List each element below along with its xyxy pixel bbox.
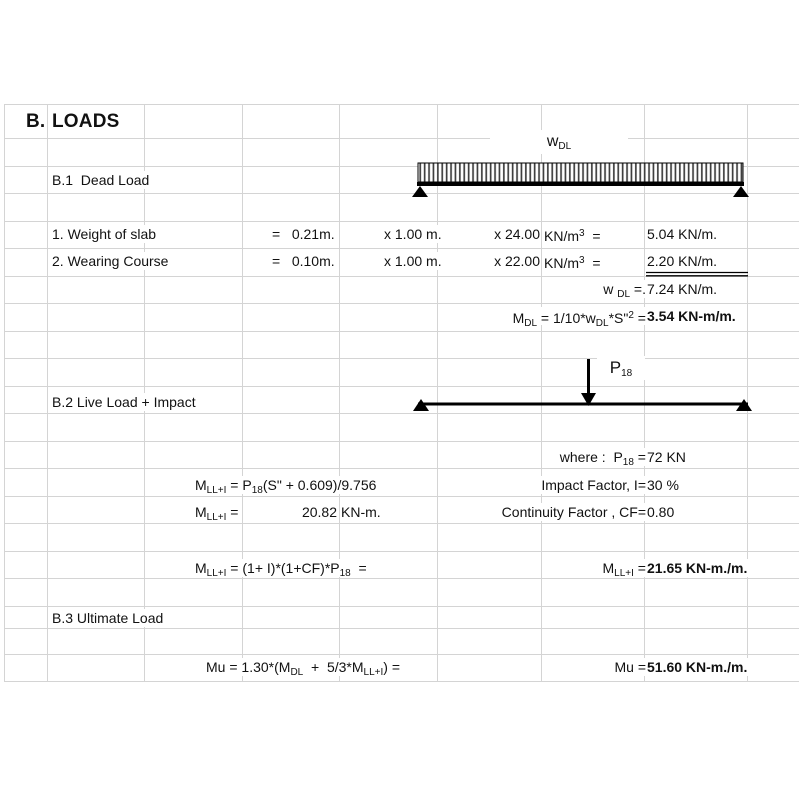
cell-wearing-unitweight[interactable]: x 22.00: [494, 253, 540, 269]
section-letter[interactable]: B.: [26, 111, 46, 132]
cell-mu-value[interactable]: 51.60 KN-m./m.: [647, 659, 748, 675]
cell-weight-slab-label[interactable]: 1. Weight of slab: [52, 226, 157, 242]
cell-wearing-thickness[interactable]: = 0.10m.: [272, 253, 335, 269]
cell-weight-slab-unit[interactable]: $KN/m^3$ =: [543, 225, 602, 243]
wdl-beam-label: $w_{DL}$: [490, 130, 628, 154]
cell-mll-combined-lhs[interactable]: $M_{LL+I}$ =: [602, 560, 646, 579]
p18-load-label: $P_{18}$: [597, 356, 645, 380]
cell-wdl-lhs[interactable]: w $_{DL}$ =.: [603, 281, 646, 300]
cell-continuity-label[interactable]: Continuity Factor , CF=: [501, 504, 646, 520]
cell-impact-value[interactable]: 30 %: [647, 477, 679, 493]
cell-wearing-result[interactable]: 2.20 KN/m.: [647, 253, 718, 269]
cell-mu-formula[interactable]: $Mu = 1.30*(M_{DL} + 5/3*M_{LL+I})$ =: [206, 659, 401, 678]
cell-where-lhs[interactable]: where : $P_{18}$ =: [559, 449, 646, 468]
beam-line: [418, 403, 748, 406]
section-b2-label[interactable]: B.2 Live Load + Impact: [52, 394, 196, 410]
page-title[interactable]: LOADS: [52, 111, 120, 132]
cell-weight-slab-thickness[interactable]: = 0.21m.: [272, 226, 335, 242]
cell-wearing-width[interactable]: x 1.00 m.: [384, 253, 442, 269]
beam-bottom-chord: [417, 182, 744, 186]
cell-mll-formula[interactable]: $M_{LL+I} = P_{18}(S$" + 0.609)/9.756: [195, 477, 377, 496]
section-b3-label[interactable]: B.3 Ultimate Load: [52, 610, 164, 626]
cell-mu-lhs[interactable]: Mu =: [614, 659, 646, 675]
dead-load-beam-diagram: [412, 163, 749, 197]
cell-where-value[interactable]: 72 KN: [647, 449, 686, 465]
cell-continuity-value[interactable]: 0.80: [647, 504, 675, 520]
cell-mdl-value[interactable]: 3.54 KN-m/m.: [647, 308, 736, 324]
cell-mll-lhs[interactable]: $M_{LL+I}$ =: [195, 504, 239, 523]
cell-weight-slab-width[interactable]: x 1.00 m.: [384, 226, 442, 242]
cell-mll-value[interactable]: 20.82: [301, 504, 337, 520]
double-underline: [646, 273, 748, 276]
cell-wdl-value[interactable]: 7.24 KN/m.: [647, 281, 718, 297]
support-triangle-right-icon: [733, 186, 749, 197]
cell-mdl-formula[interactable]: $M_{DL}$ = $1/10*w_{DL}*S"^2$ =: [512, 307, 647, 325]
cell-weight-slab-unitweight[interactable]: x 24.00: [494, 226, 540, 242]
distributed-load-hatch: [418, 163, 743, 182]
cell-mll-combined-formula[interactable]: $M_{LL+I} = (1+ I)*(1+CF)*P_{18}$ =: [195, 560, 367, 579]
cell-impact-label[interactable]: Impact Factor, I=: [541, 477, 646, 493]
cell-mll-unit[interactable]: KN-m.: [341, 504, 381, 520]
cell-mll-combined-value[interactable]: 21.65 KN-m./m.: [647, 560, 748, 576]
support-triangle-left-icon: [412, 186, 428, 197]
live-load-beam-diagram: [413, 359, 752, 411]
cell-wearing-label[interactable]: 2. Wearing Course: [52, 253, 169, 269]
section-b1-label[interactable]: B.1 Dead Load: [52, 172, 150, 188]
cell-wearing-unit[interactable]: $KN/m^3$ =: [543, 252, 602, 270]
point-load-arrow-icon: [581, 359, 596, 406]
cell-weight-slab-result[interactable]: 5.04 KN/m.: [647, 226, 718, 242]
